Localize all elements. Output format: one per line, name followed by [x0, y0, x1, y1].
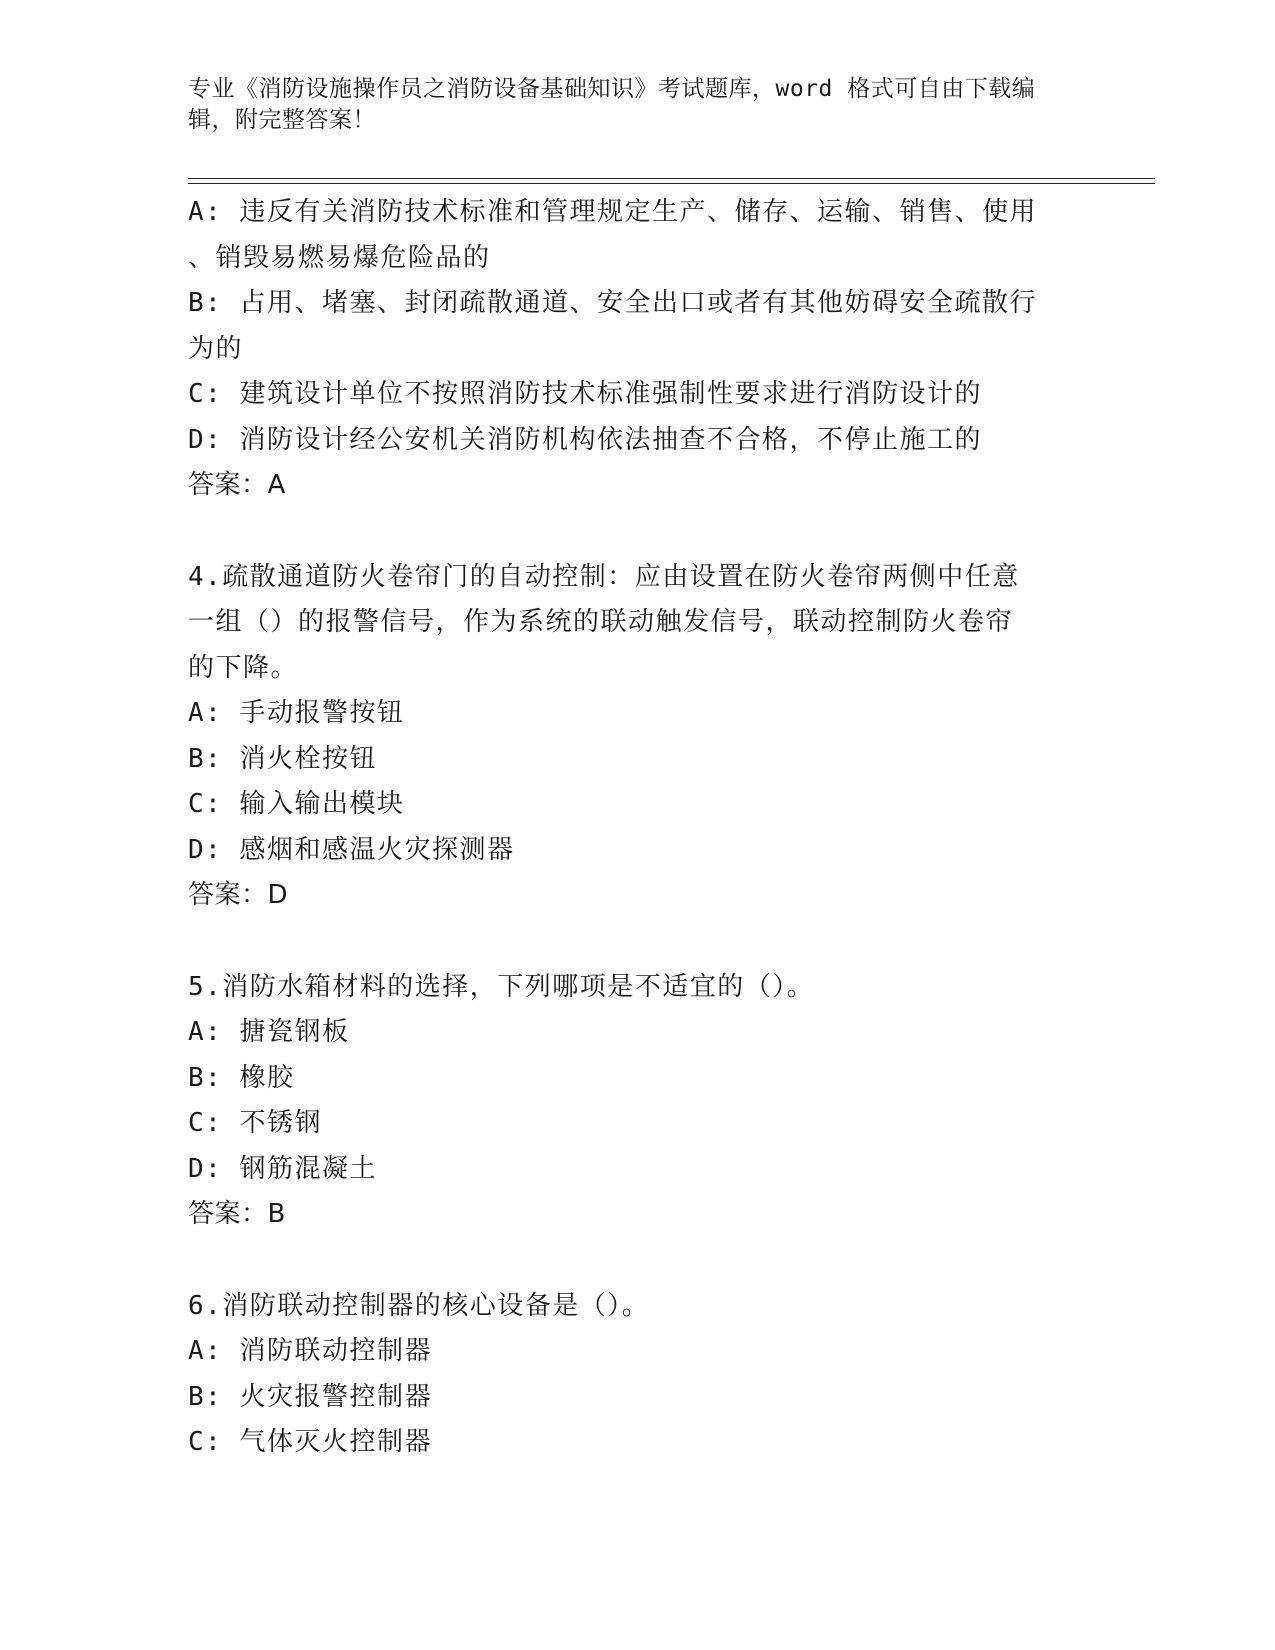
question-6-option-b: B: 火灾报警控制器	[188, 1381, 432, 1412]
question-4-answer: 答案：D	[188, 880, 289, 910]
question-3-option-b-line-1: B: 占用、堵塞、封闭疏散通道、安全出口或者有其他妨碍安全疏散行	[188, 288, 1037, 318]
question-4-option-a: A: 手动报警按钮	[188, 698, 405, 728]
question-4-option-b: B: 消火栓按钮	[188, 743, 377, 774]
question-6-text: 6.消防联动控制器的核心设备是（）。	[188, 1290, 650, 1321]
question-5-text: 5.消防水箱材料的选择，下列哪项是不适宜的（）。	[188, 971, 815, 1002]
question-3-block	[188, 190, 1088, 509]
question-spacer	[188, 509, 1088, 555]
question-3-option-a-line-2: 、销毁易燃易爆危险品的	[188, 242, 491, 273]
question-4-option-d: D: 感烟和感温火灾探测器	[188, 834, 515, 865]
question-5-block	[188, 965, 1088, 1238]
question-6-option-a: A: 消防联动控制器	[188, 1336, 432, 1366]
question-6-block	[188, 1284, 1088, 1466]
question-5-option-a: A: 搪瓷钢板	[188, 1017, 350, 1047]
question-4-block	[188, 555, 1088, 919]
question-3-option-c: C: 建筑设计单位不按照消防技术标准强制性要求进行消防设计的	[188, 379, 982, 409]
question-3-option-d: D: 消防设计经公安机关消防机构依法抽查不合格，不停止施工的	[188, 424, 982, 455]
document-header	[188, 74, 1068, 136]
header-line-2: 辑，附完整答案！	[188, 107, 376, 133]
question-5-option-b: B: 橡胶	[188, 1062, 295, 1093]
question-4-text-line-1: 4.疏散通道防火卷帘门的自动控制：应由设置在防火卷帘两侧中任意	[188, 561, 1020, 592]
question-5-answer: 答案：B	[188, 1199, 286, 1229]
question-6-option-c: C: 气体灭火控制器	[188, 1427, 432, 1457]
question-spacer	[188, 1238, 1088, 1284]
question-3-option-a-line-1: A: 违反有关消防技术标准和管理规定生产、储存、运输、销售、使用	[188, 197, 1037, 227]
header-line-1: 专业《消防设施操作员之消防设备基础知识》考试题库，word 格式可自由下载编	[188, 76, 1036, 102]
question-4-option-c: C: 输入输出模块	[188, 789, 405, 819]
header-divider-top	[188, 178, 1155, 179]
question-4-text-line-2: 一组（）的报警信号，作为系统的联动触发信号，联动控制防火卷帘	[188, 607, 1014, 637]
question-3-answer: 答案：A	[188, 470, 286, 500]
question-list	[188, 190, 1088, 1466]
question-5-option-c: C: 不锈钢	[188, 1108, 322, 1138]
question-5-option-d: D: 钢筋混凝土	[188, 1153, 377, 1184]
question-spacer	[188, 919, 1088, 965]
question-3-option-b-line-2: 为的	[188, 333, 244, 364]
question-4-text-line-3: 的下降。	[188, 652, 299, 683]
header-divider-bottom	[188, 183, 1155, 184]
